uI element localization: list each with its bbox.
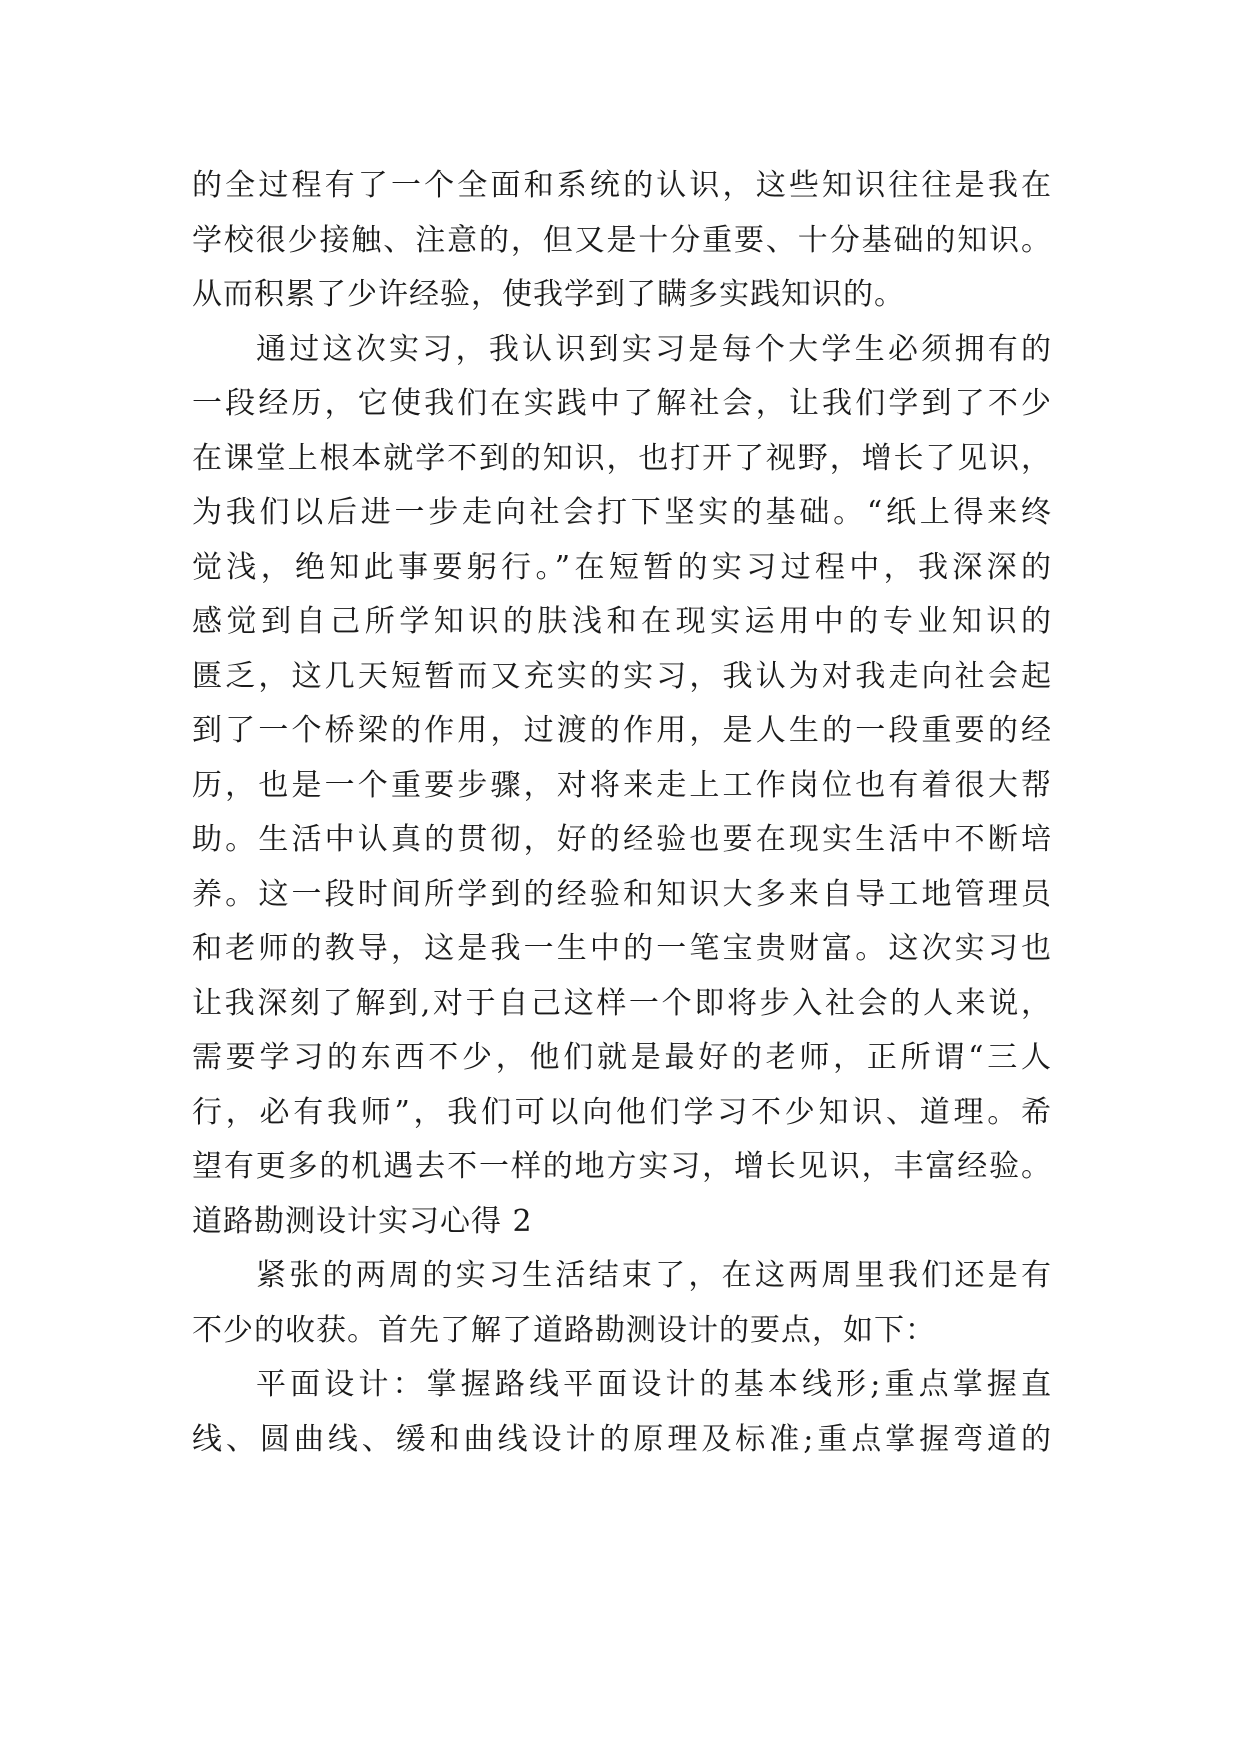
text-line: 紧张的两周的实习生活结束了，在这两周里我们还是有 <box>256 1258 1052 1293</box>
text-line: 到了一个桥梁的作用，过渡的作用，是人生的一段重要的经 <box>192 713 1052 748</box>
text-line: 在课堂上根本就学不到的知识，也打开了视野，增长了见识， <box>192 440 1052 476</box>
text-line: 通过这次实习，我认识到实习是每个大学生必须拥有的 <box>256 331 1052 367</box>
text-line: 匮乏，这几天短暂而又充实的实习，我认为对我走向社会起 <box>192 658 1052 694</box>
text-line: 望有更多的机遇去不一样的地方实习，增长见识，丰富经验。 <box>192 1149 1052 1184</box>
text-line: 一段经历，它使我们在实践中了解社会，让我们学到了不少 <box>192 386 1052 421</box>
text-line: 养。这一段时间所学到的经验和知识大多来自导工地管理员 <box>192 876 1052 912</box>
text-line: 平面设计：掌握路线平面设计的基本线形;重点掌握直 <box>256 1367 1052 1402</box>
text-line: 的全过程有了一个全面和系统的认识，这些知识往往是我在 <box>192 168 1052 203</box>
text-line: 和老师的教导，这是我一生中的一笔宝贵财富。这次实习也 <box>192 931 1052 966</box>
document-body <box>192 159 1052 1467</box>
text-line: 不少的收获。首先了解了道路勘测设计的要点，如下： <box>192 1312 936 1348</box>
section-heading: 道路勘测设计实习心得 2 <box>192 1203 533 1239</box>
text-line: 为我们以后进一步走向社会打下坚实的基础。“纸上得来终 <box>192 495 1052 530</box>
text-line: 行，必有我师”，我们可以向他们学习不少知识、道理。希 <box>192 1094 1052 1130</box>
text-line: 让我深刻了解到,对于自己这样一个即将步入社会的人来说， <box>192 985 1052 1021</box>
text-line: 从而积累了少许经验，使我学到了瞒多实践知识的。 <box>192 277 905 312</box>
text-line: 线、圆曲线、缓和曲线设计的原理及标准;重点掌握弯道的 <box>192 1421 1052 1457</box>
text-line: 历，也是一个重要步骤，对将来走上工作岗位也有着很大帮 <box>192 767 1052 803</box>
text-line: 觉浅，绝知此事要躬行。”在短暂的实习过程中，我深深的 <box>192 549 1052 585</box>
text-line: 学校很少接触、注意的，但又是十分重要、十分基础的知识。 <box>192 222 1052 258</box>
text-line: 需要学习的东西不少，他们就是最好的老师，正所谓“三人 <box>192 1040 1052 1075</box>
text-line: 感觉到自己所学知识的肤浅和在现实运用中的专业知识的 <box>192 604 1052 639</box>
text-line: 助。生活中认真的贯彻，好的经验也要在现实生活中不断培 <box>192 822 1052 857</box>
